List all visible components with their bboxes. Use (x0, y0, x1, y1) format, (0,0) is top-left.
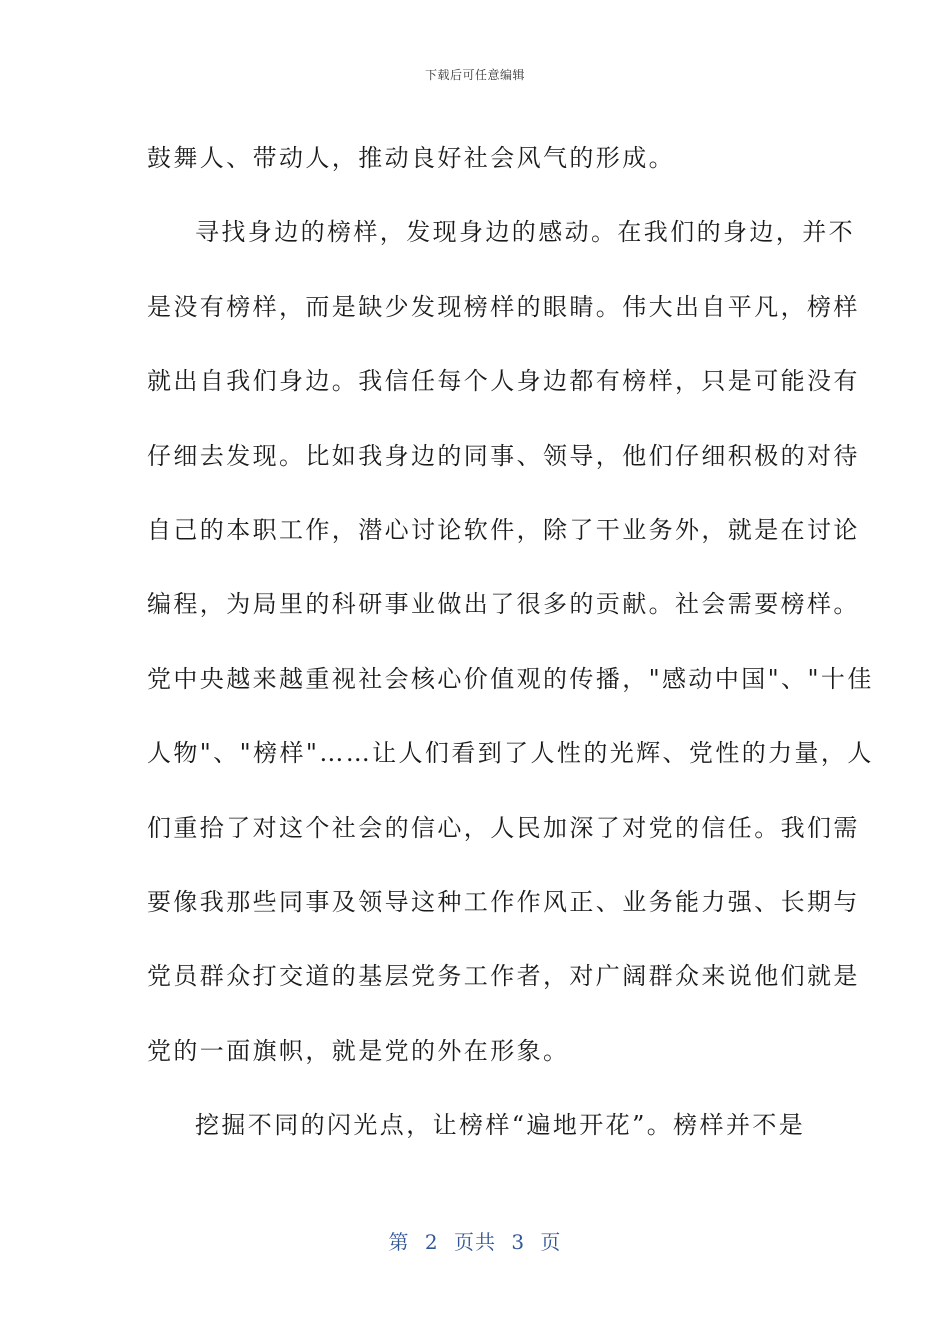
paragraph-line: 党中央越来越重视社会核心价值观的传播，"感动中国"、"十佳 (147, 664, 874, 693)
page-number: 第 2 页共 3 页 (388, 1230, 562, 1254)
paragraph-line: 是没有榜样，而是缺少发现榜样的眼睛。伟大出自平凡，榜样 (147, 292, 860, 321)
paragraph-line: 鼓舞人、带动人，推动良好社会风气的形成。 (147, 144, 675, 172)
paragraph-line: 们重拾了对这个社会的信心，人民加深了对党的信任。我们需 (147, 813, 860, 842)
paragraph-line: 仔细去发现。比如我身边的同事、领导，他们仔细积极的对待 (147, 441, 860, 470)
page-header: 下载后可任意编辑 (424, 68, 525, 82)
paragraph-line: 挖掘不同的闪光点，让榜样“遍地开花”。榜样并不是 (195, 1111, 806, 1140)
paragraph-line: 编程，为局里的科研事业做出了很多的贡献。社会需要榜样。 (147, 590, 860, 619)
paragraph-line: 要像我那些同事及领导这种工作作风正、业务能力强、长期与 (147, 887, 860, 916)
paragraph-line: 党员群众打交道的基层党务工作者，对广阔群众来说他们就是 (147, 962, 860, 991)
paragraph-line: 党的一面旗帜，就是党的外在形象。 (147, 1036, 570, 1065)
document-body (147, 121, 874, 1162)
paragraph-line: 寻找身边的榜样，发现身边的感动。在我们的身边，并不 (195, 218, 855, 247)
paragraph-line: 自己的本职工作，潜心讨论软件，除了干业务外，就是在讨论 (147, 515, 860, 544)
paragraph-line: 人物"、"榜样"……让人们看到了人性的光辉、党性的力量，人 (147, 739, 874, 768)
paragraph-line: 就出自我们身边。我信任每个人身边都有榜样，只是可能没有 (147, 367, 860, 396)
